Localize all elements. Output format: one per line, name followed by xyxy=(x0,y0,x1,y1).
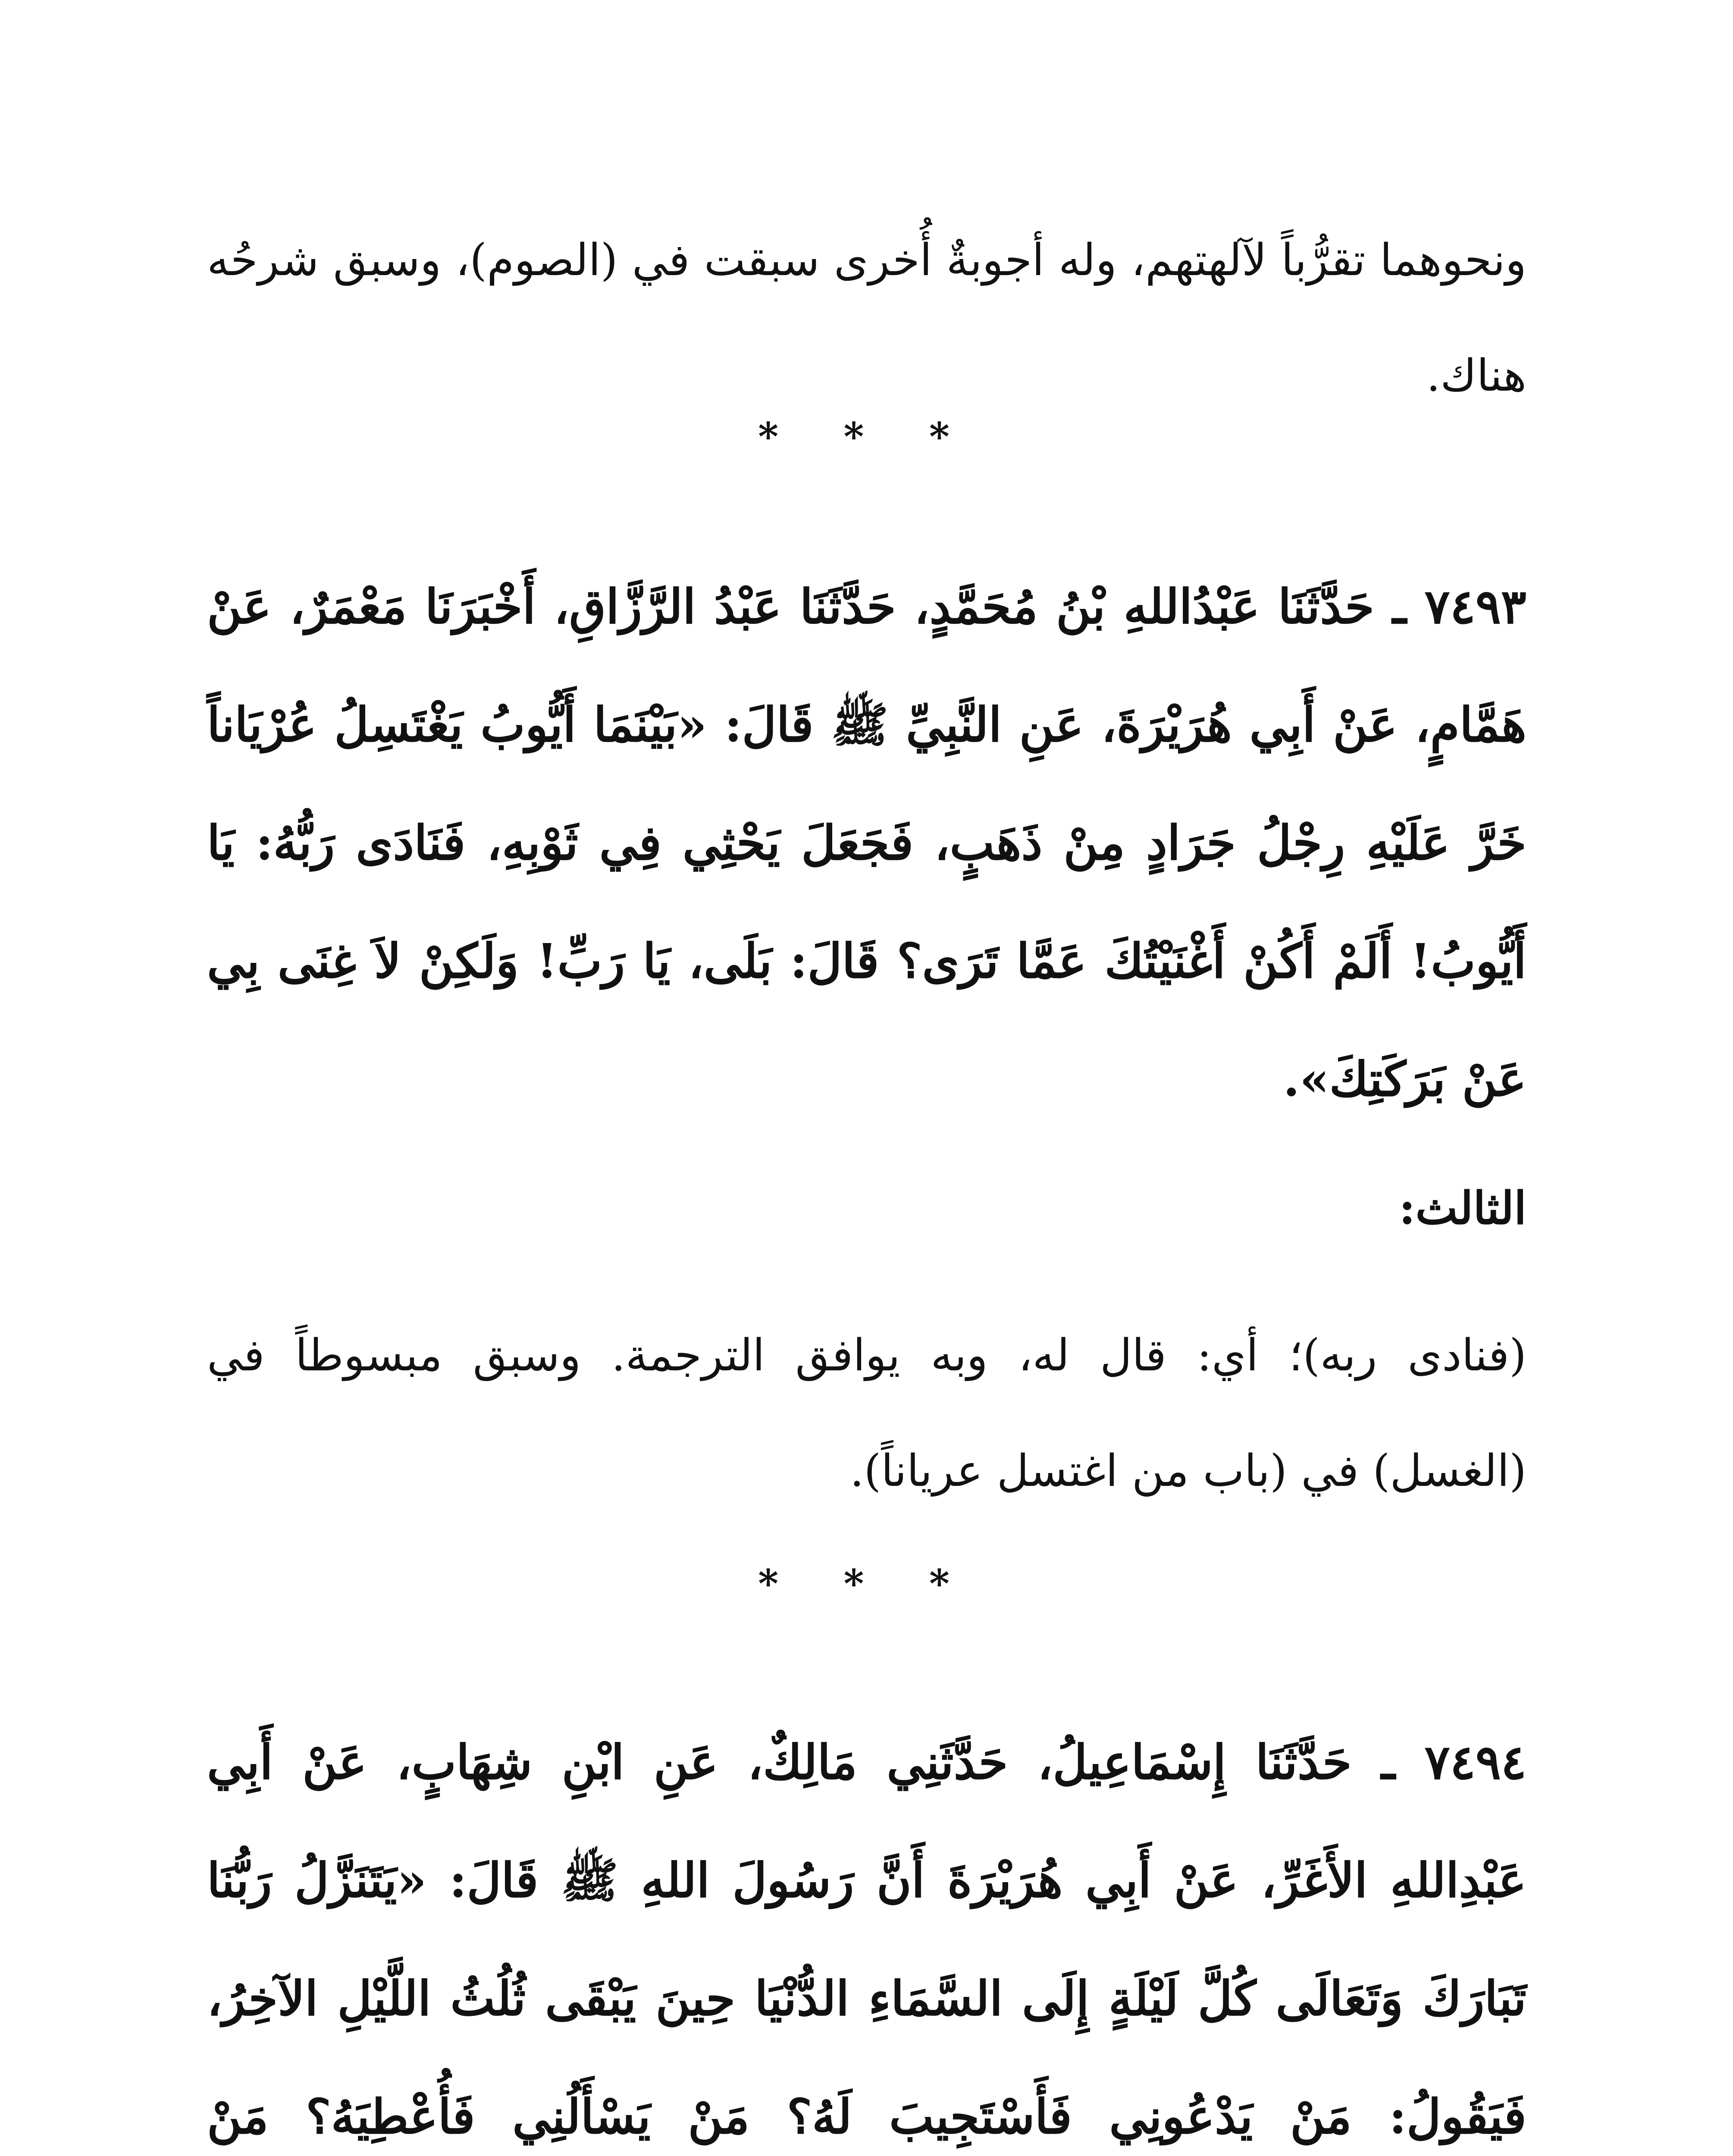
hadith-7493-paragraph: ٧٤٩٣ ـ حَدَّثَنَا عَبْدُاللهِ بْنُ مُحَمَّدٍ، حَدَّثَنَا عَبْدُ الرَّزَّاقِ، أَخْبَرَنَا مَعْمَرٌ، عَنْ هَمَّامٍ، عَنْ أَبِي هُرَيْرَةَ، عَنِ النَّبِيِّ ﷺ قَالَ: «بَيْنَمَا أَيُّوبُ يَغْتَسِلُ عُرْيَاناً خَرَّ عَلَيْهِ رِجْلُ جَرَادٍ مِنْ ذَهَبٍ، فَجَعَلَ يَحْثِي فِي ثَوْبِهِ، فَنَادَى رَبُّهُ: يَا أَيُّوبُ! أَلَمْ أَكُنْ أَغْنَيْتُكَ عَمَّا تَرَى؟ قَالَ: بَلَى، يَا رَبِّ! وَلَكِنْ لاَ غِنَى بِي عَنْ بَرَكَتِكَ». xyxy=(207,579,1526,1107)
commentary-heading: الثالث: xyxy=(1399,1181,1526,1235)
section-separator: * * * xyxy=(758,414,975,460)
intro-paragraph: ونحوهما تقرُّباً لآلهتهم، وله أجوبةٌ أُخرى سبقت في (الصوم)، وسبق شرحُه هناك. xyxy=(207,235,1526,401)
hadith-7494-paragraph: ٧٤٩٤ ـ حَدَّثَنَا إِسْمَاعِيلُ، حَدَّثَنِي مَالِكٌ، عَنِ ابْنِ شِهَابٍ، عَنْ أَبِي عَبْدِاللهِ الأَغَرِّ، عَنْ أَبِي هُرَيْرَةَ أَنَّ رَسُولَ اللهِ ﷺ قَالَ: «يَتَنَزَّلُ رَبُّنَا تَبَارَكَ وَتَعَالَى كُلَّ لَيْلَةٍ إِلَى السَّمَاءِ الدُّنْيَا حِينَ يَبْقَى ثُلُثُ اللَّيْلِ الآخِرُ، فَيَقُولُ: مَنْ يَدْعُونِي فَأَسْتَجِيبَ لَهُ؟ مَنْ يَسْأَلُنِي فَأُعْطِيَهُ؟ مَنْ xyxy=(207,1734,1526,2144)
section-separator: * * * xyxy=(758,1561,975,1607)
commentary-paragraph: (فنادى ربه)؛ أي: قال له، وبه يوافق الترجمة. وسبق مبسوطاً في (الغسل) في (باب من اغتسل عرياناً). xyxy=(207,1330,1526,1497)
